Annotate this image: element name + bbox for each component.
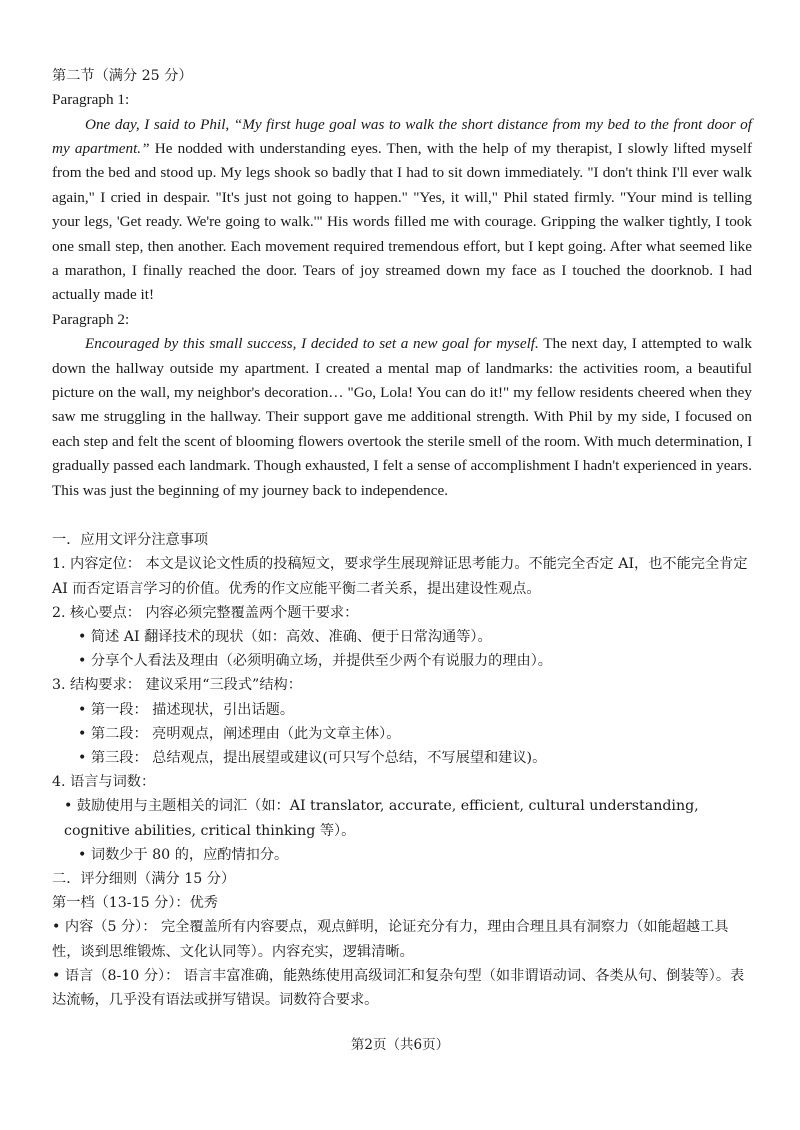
paragraph-1 xyxy=(52,113,752,308)
paragraph-2 xyxy=(52,332,752,503)
notes-item-4-bullet-1: • 鼓励使用与主题相关的词汇（如：AI translator, accurate, efficient, cultural understanding, cognitive abilities, critical thinking 等）。 xyxy=(64,798,699,839)
notes-item-4: 4. 语言与词数： xyxy=(52,774,156,791)
paragraph-2-label: Paragraph 2: xyxy=(52,310,130,328)
scoring-notes xyxy=(52,528,752,1012)
notes-item-3: 3. 结构要求： 建议采用“三段式”结构： xyxy=(52,677,302,694)
rubric-content: • 内容（5 分）： 完全覆盖所有内容要点，观点鲜明，论证充分有力，理由合理且具有洞察力（如能超越工具性，谈到思维锻炼、文化认同等）。内容充实，逻辑清晰。 xyxy=(52,919,729,960)
paragraph-1-opening: One day, I said to Phil, “My first huge goal was to walk the short distance from my bed to the front door of my apartment.” xyxy=(52,115,752,158)
rubric-language: • 语言（8-10 分）： 语言丰富准确，能熟练使用高级词汇和复杂句型（如非谓语动词、各类从句、倒装等）。表达流畅，几乎没有语法或拼写错误。词数符合要求。 xyxy=(52,967,745,1008)
notes-item-1: 1. 内容定位： 本文是议论文性质的投稿短文，要求学生展现辩证思考能力。不能完全否定 AI，也不能完全肯定 AI 而否定语言学习的价值。优秀的作文应能平衡二者关系，提出建设性观点。 xyxy=(52,556,748,597)
notes-item-3-bullet-2: • 第二段： 亮明观点，阐述理由（此为文章主体）。 xyxy=(78,725,401,742)
notes-item-2: 2. 核心要点： 内容必须完整覆盖两个题干要求： xyxy=(52,604,359,621)
notes-item-2-bullet-1: • 简述 AI 翻译技术的现状（如：高效、准确、便于日常沟通等）。 xyxy=(78,628,492,645)
rubric-heading: 二．评分细则（满分 15 分） xyxy=(52,870,236,887)
notes-item-3-bullet-3: • 第三段： 总结观点，提出展望或建议(可只写个总结，不写展望和建议)。 xyxy=(78,749,547,766)
notes-item-3-bullet-1: • 第一段： 描述现状，引出话题。 xyxy=(78,701,295,718)
paragraph-2-body: The next day, I attempted to walk down the hallway outside my apartment. I created a mental map of landmarks: the activities room, a beautiful picture on the wall, my neighbor's decoration… "Go, Lola! You can do it!" my fellow residents cheered when they saw me struggling in the hallway. Their support gave me additional strength. With Phil by my side, I focused on each step and felt the scent of blooming flowers overtook the sterile smell of the room. With much determination, I gradually passed each landmark. Though exhausted, I felt a sense of accomplishment I hadn't experienced in years. This was just the beginning of my journey back to independence. xyxy=(52,335,752,499)
page-footer: 第2页（共6页） xyxy=(350,1037,450,1053)
rubric-tier-1: 第一档（13-15 分）：优秀 xyxy=(52,895,218,912)
paragraph-2-opening: Encouraged by this small success, I decided to set a new goal for myself. xyxy=(85,335,539,353)
document-page xyxy=(52,64,752,1012)
notes-item-2-bullet-2: • 分享个人看法及理由（必须明确立场，并提供至少两个有说服力的理由）。 xyxy=(78,653,552,670)
section-title: 第二节（满分 25 分） xyxy=(52,68,193,84)
notes-item-4-bullet-2: • 词数少于 80 的，应酌情扣分。 xyxy=(78,846,289,863)
paragraph-1-body: He nodded with understanding eyes. Then, with the help of my therapist, I slowly lifted myself from the bed and stood up. My legs shook so badly that I had to sit down immediately. "I don't think I'll ever walk again," I cried in despair. "It's just not going to happen." "Yes, it will," Phil stated firmly. "Your mind is telling your legs, 'Get ready. We're going to walk.'" His words filled me with courage. Gripping the walker tightly, I took one small step, then another. Each movement required tremendous effort, but I kept going. After what seemed like a marathon, I finally reached the door. Tears of joy streamed down my face as I touched the doorknob. I had actually made it! xyxy=(52,140,753,304)
paragraph-1-label: Paragraph 1: xyxy=(52,91,130,109)
notes-heading: 一．应用文评分注意事项 xyxy=(52,532,209,549)
